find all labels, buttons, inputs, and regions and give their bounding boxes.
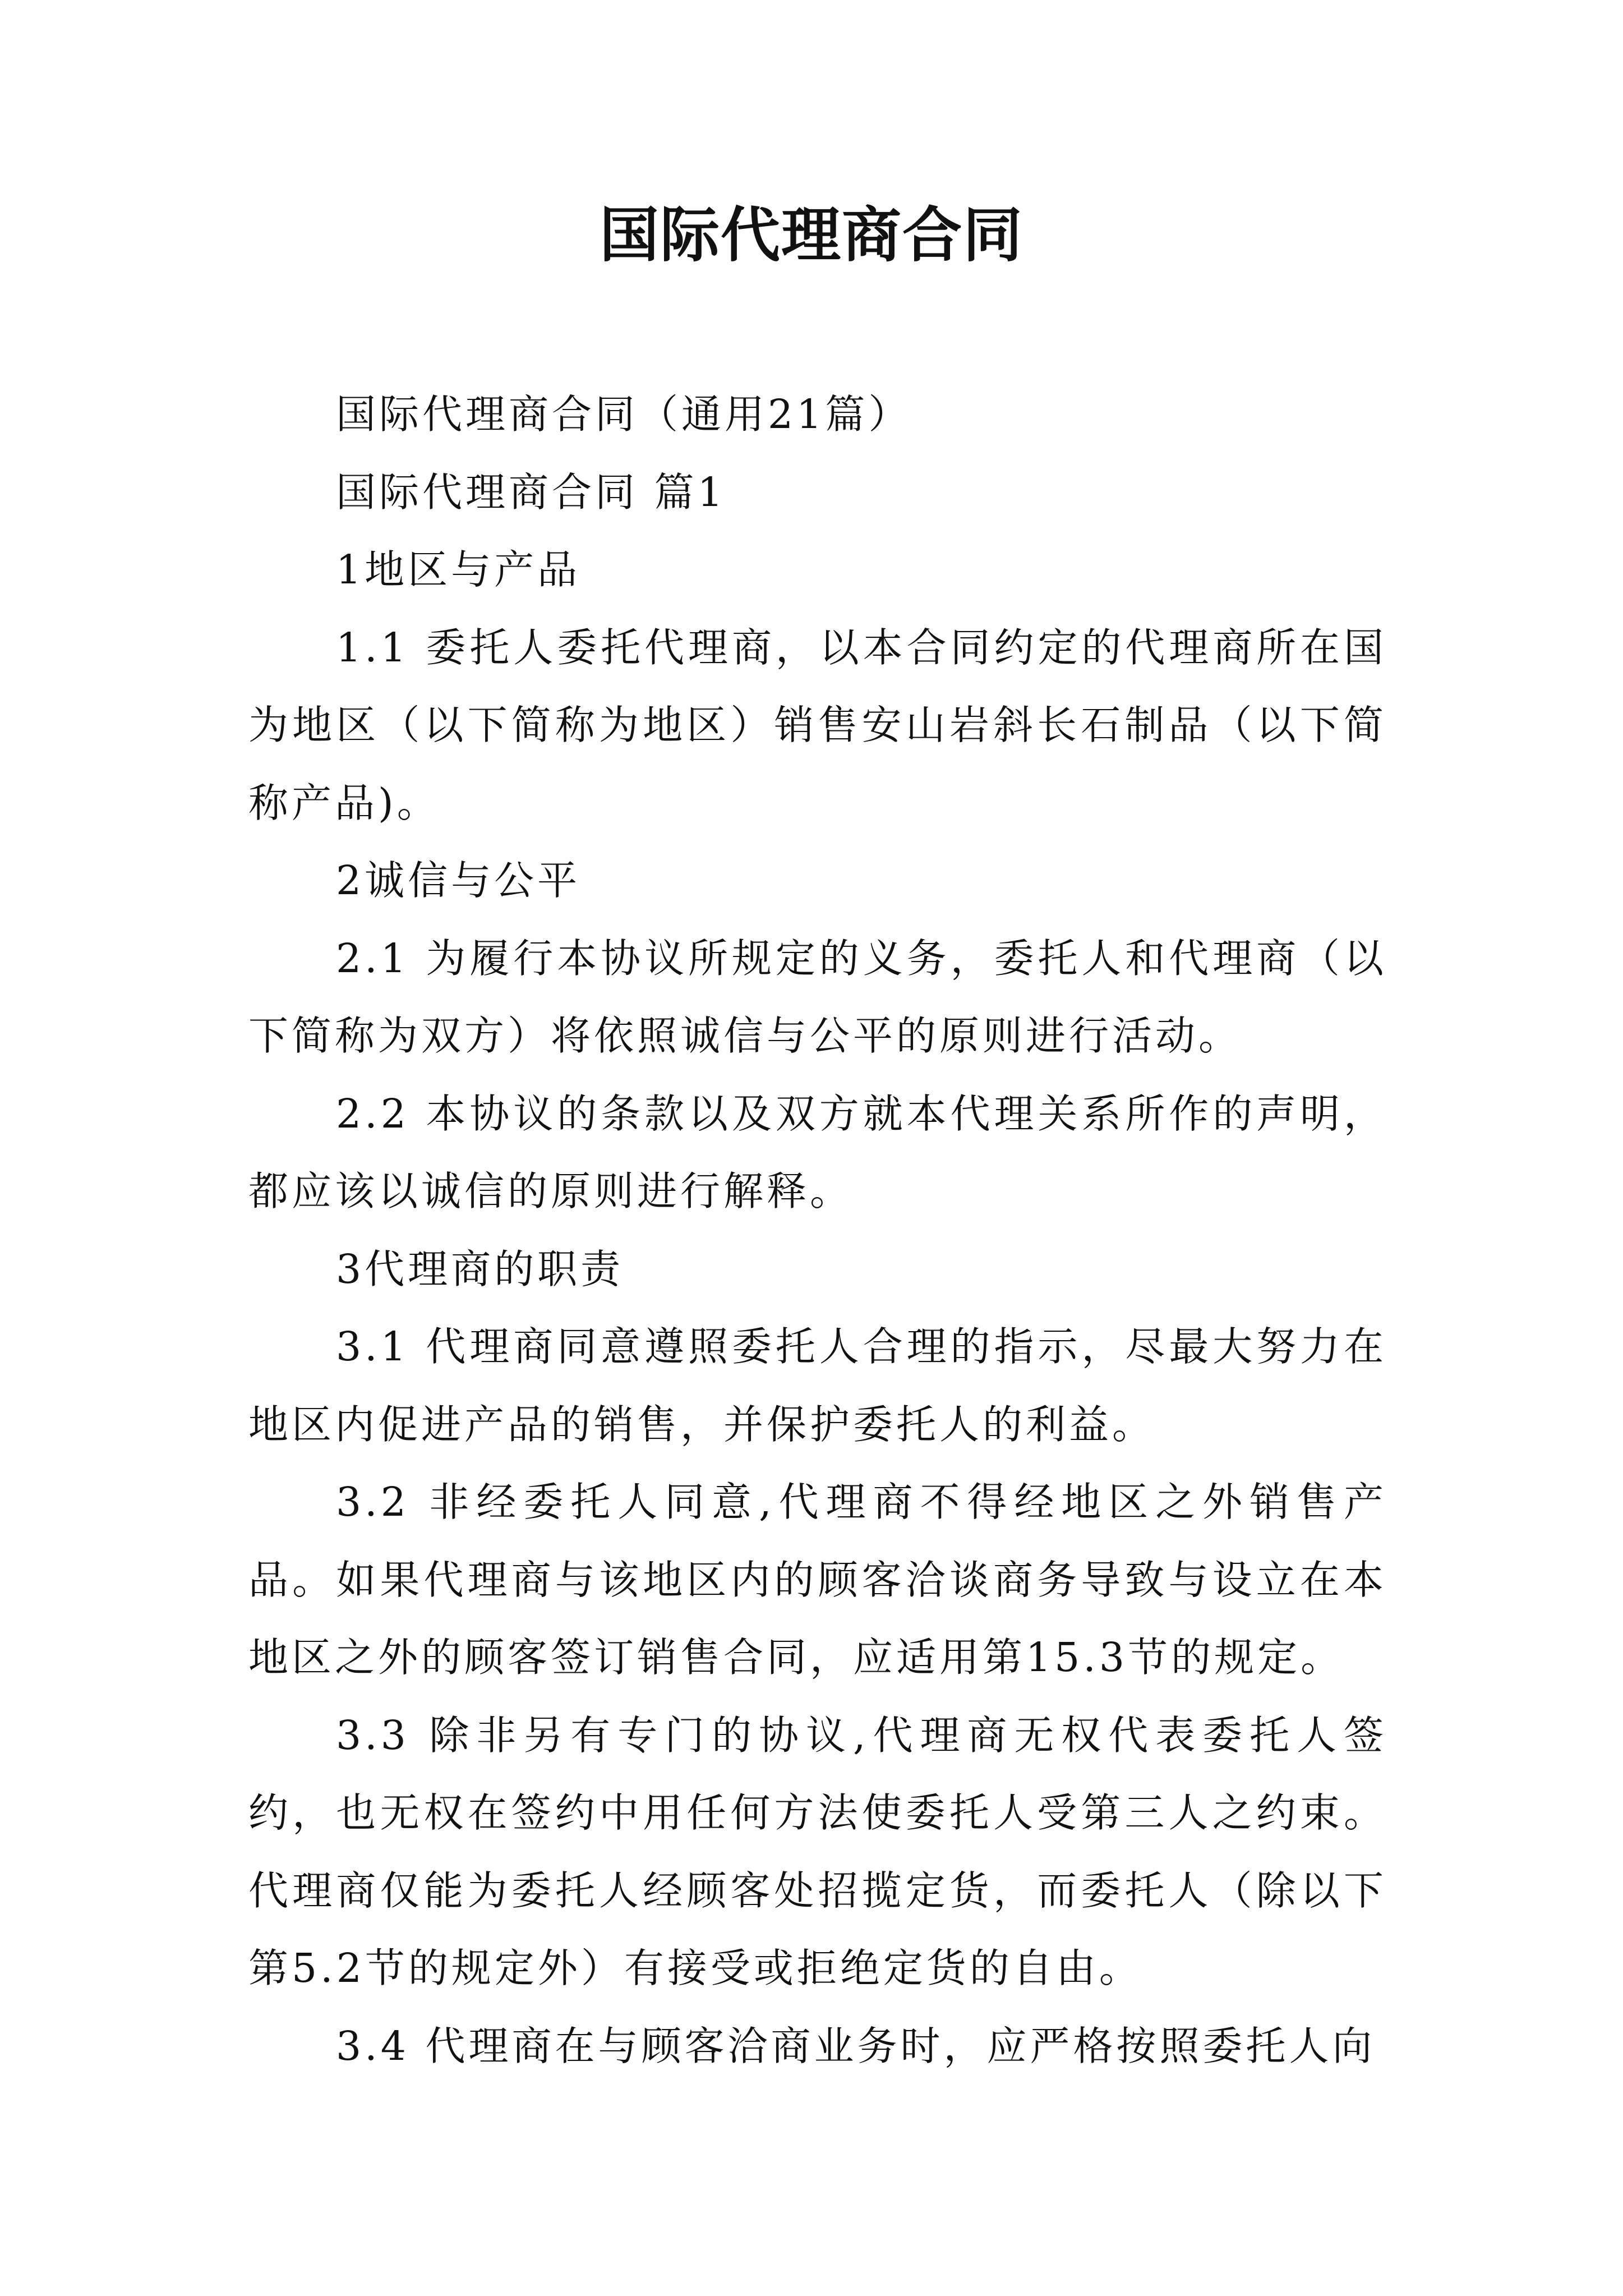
document-subtitle: 国际代理商合同（通用21篇） [336,391,912,438]
document-body [248,376,1387,2085]
clause-2-2: 2.2 本协议的条款以及双方就本代理关系所作的声明，都应该以诚信的原则进行解释。 [248,1090,1387,1214]
clause-heading-2: 2诚信与公平 [336,857,581,904]
clause-heading-1: 1地区与产品 [336,546,581,593]
clause-1-1: 1.1 委托人委托代理商，以本合同约定的代理商所在国为地区（以下简称为地区）销售安山岩斜长石制品（以下简称产品)。 [248,624,1387,826]
clause-3-3: 3.3 除非另有专门的协议,代理商无权代表委托人签约，也无权在签约中用任何方法使委托人受第三人之约束。代理商仅能为委托人经顾客处招揽定货，而委托人（除以下第5.2节的规定外）有接受或拒绝定货的自由。 [248,1711,1387,1991]
clause-2-1: 2.1 为履行本协议所规定的义务，委托人和代理商（以下简称为双方）将依照诚信与公平的原则进行活动。 [248,935,1387,1059]
clause-3-1: 3.1 代理商同意遵照委托人合理的指示，尽最大努力在地区内促进产品的销售，并保护委托人的利益。 [248,1323,1387,1448]
clause-3-2: 3.2 非经委托人同意,代理商不得经地区之外销售产品。如果代理商与该地区内的顾客洽谈商务导致与设立在本地区之外的顾客签订销售合同，应适用第15.3节的规定。 [248,1479,1387,1681]
clause-heading-3: 3代理商的职责 [336,1245,624,1292]
clause-3-4: 3.4 代理商在与顾客洽商业务时，应严格按照委托人向 [336,2022,1376,2069]
section-heading-part-1: 国际代理商合同 篇1 [336,468,726,516]
document-title: 国际代理商合同 [600,201,1023,270]
